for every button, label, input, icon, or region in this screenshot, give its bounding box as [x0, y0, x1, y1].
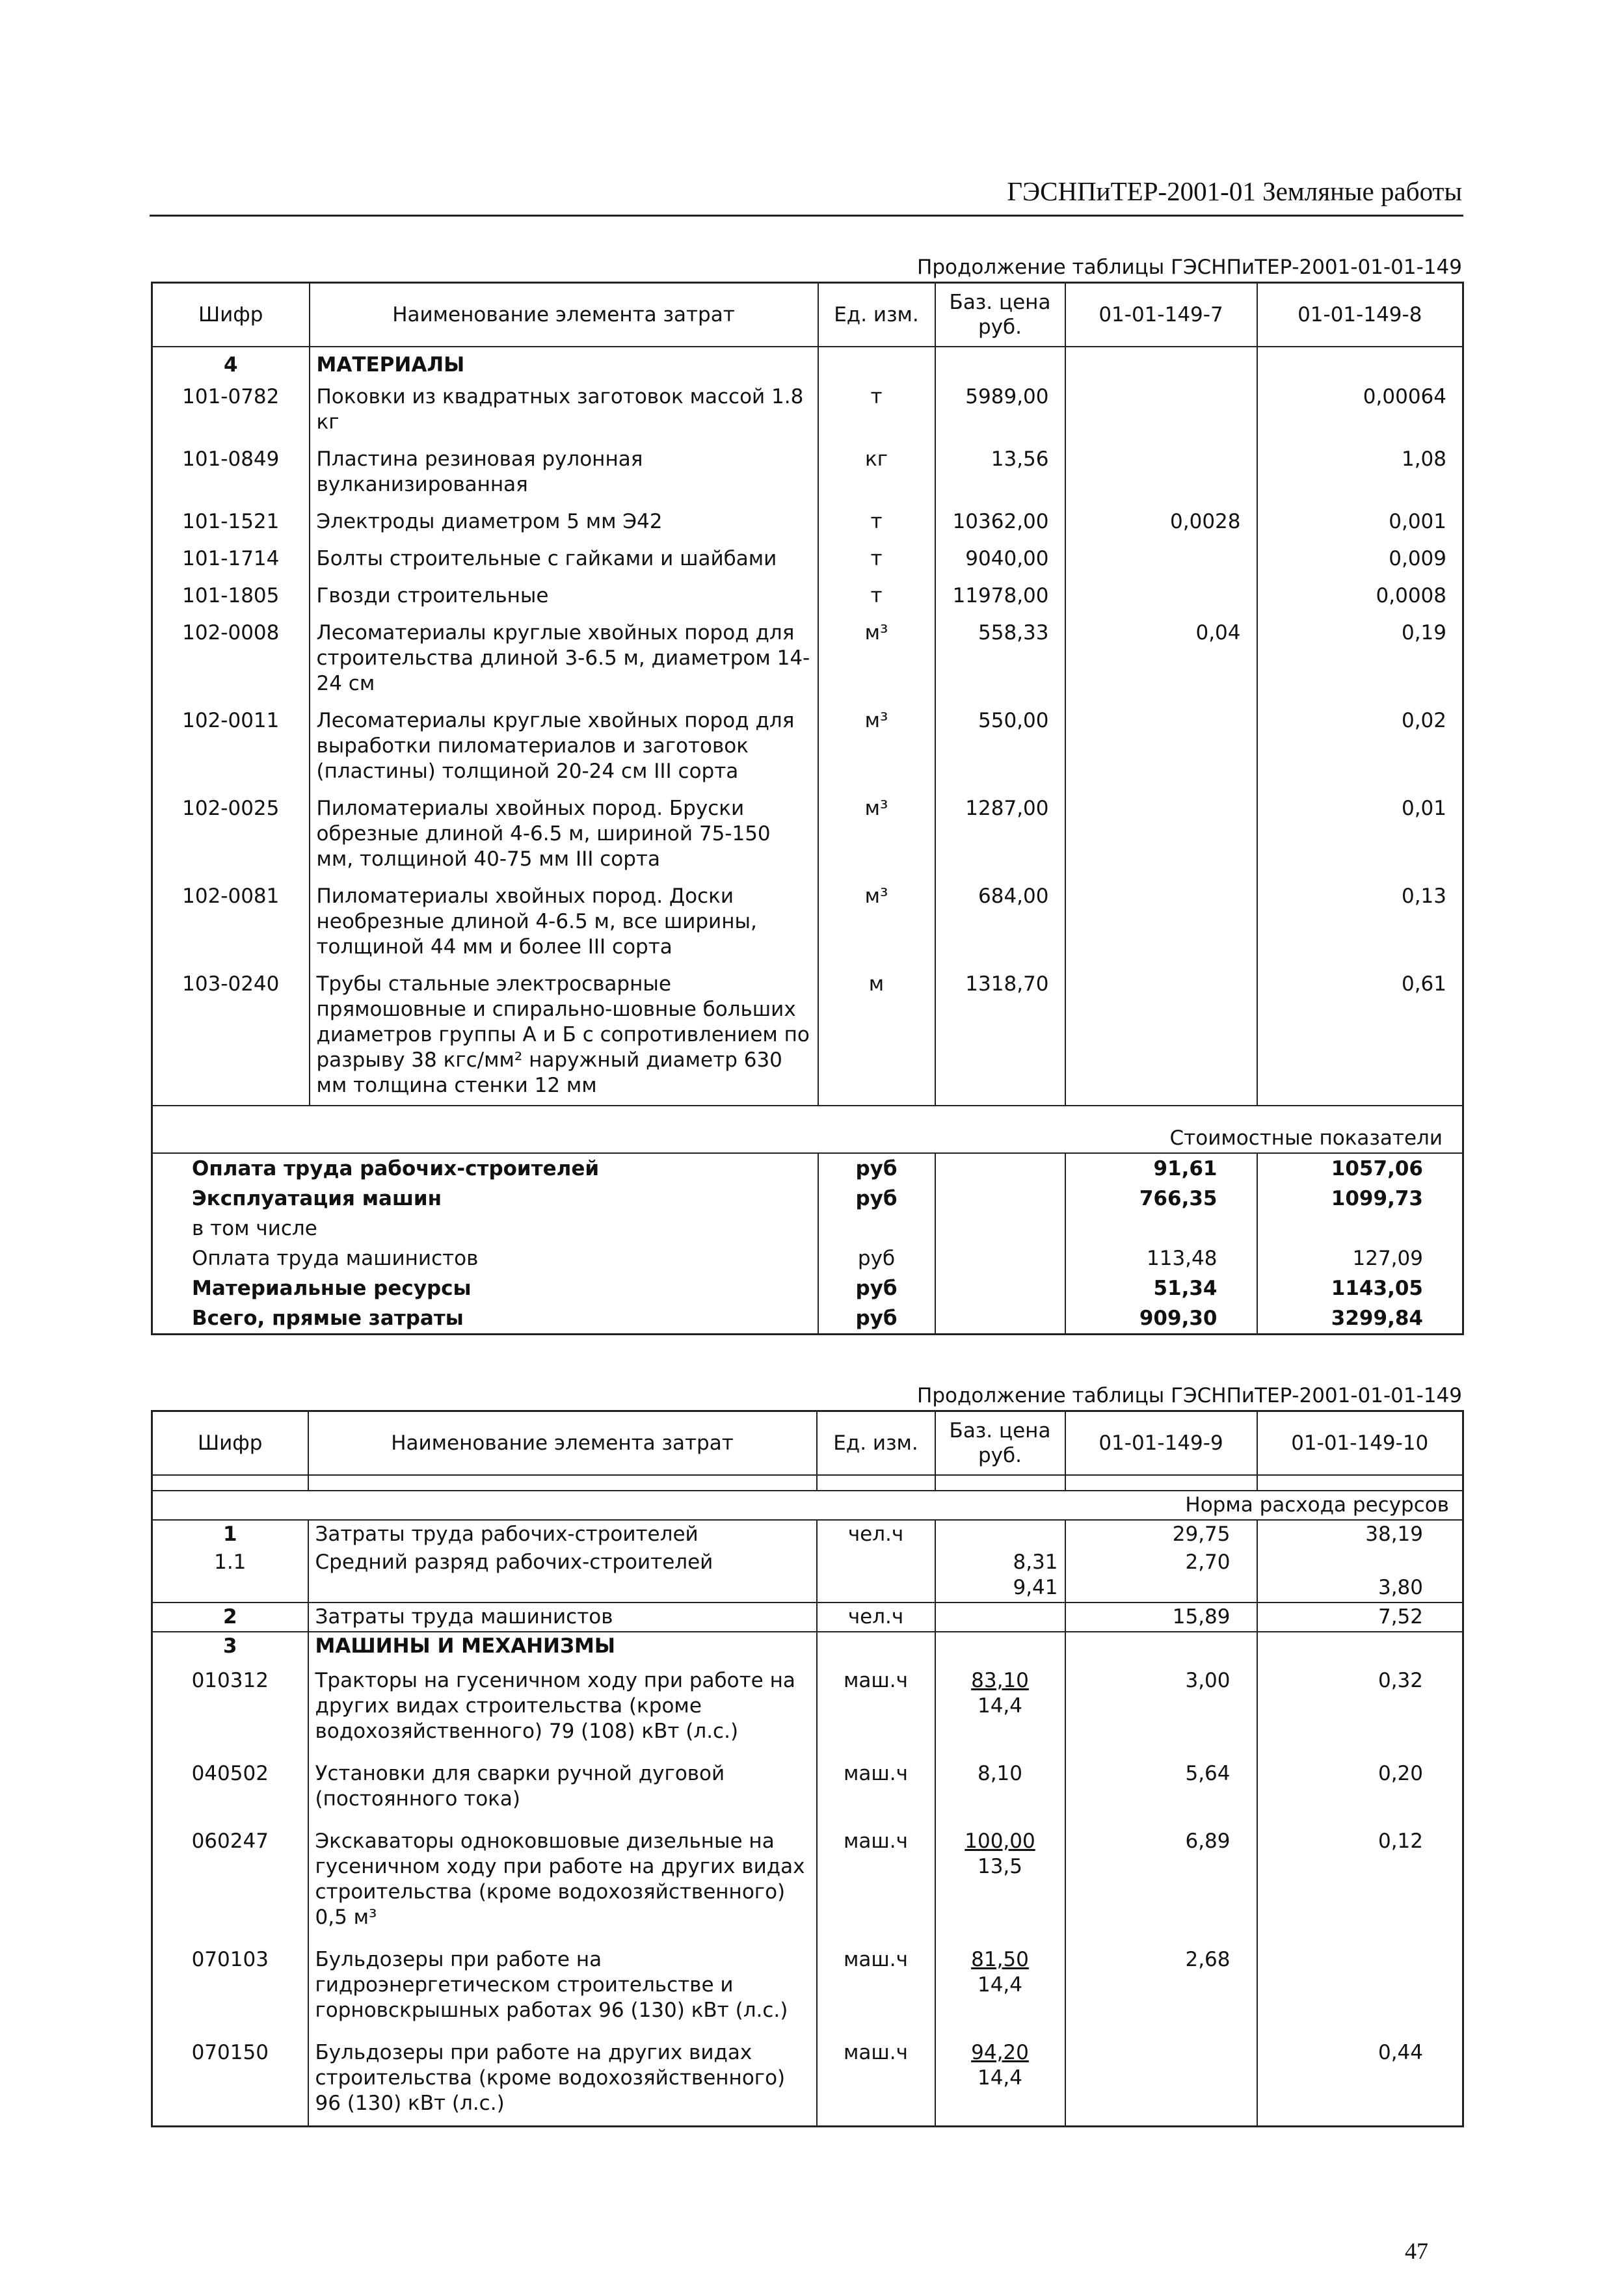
- row-name: Пиломатериалы хвойных пород. Бруски обрезные длиной 4-6.5 м, шириной 75-150 мм, толщиной 40-75 мм III сорта: [310, 791, 818, 879]
- row-unit: маш.ч: [817, 1660, 935, 1753]
- cost-empty: [935, 1184, 1065, 1214]
- section-code: 4: [152, 347, 310, 379]
- row-value-9: 15,89: [1065, 1603, 1257, 1632]
- price-divisor: 13,5: [977, 1855, 1023, 1878]
- spacer-row: [152, 1106, 1463, 1124]
- cost-value-7: 909,30: [1065, 1303, 1257, 1335]
- section-name: МАТЕРИАЛЫ: [310, 347, 818, 379]
- row-code: 1.1: [152, 1549, 308, 1603]
- row-name: Тракторы на гусеничном ходу при работе на других видах строительства (кроме водохозяйственного) 79 (108) кВт (л.с.): [308, 1660, 817, 1753]
- row-name: Бульдозеры при работе на гидроэнергетическом строительстве и горновскрышных работах 96 (130) кВт (л.с.): [308, 1939, 817, 2032]
- cost-row: [152, 1303, 1463, 1335]
- section-code: 3: [152, 1632, 308, 1660]
- row-price: 550,00: [935, 703, 1065, 791]
- col-header-name: Наименование элемента затрат: [310, 283, 818, 347]
- row-value-9: 3,00: [1065, 1660, 1257, 1753]
- row-value-7: [1065, 966, 1257, 1106]
- cost-unit: руб: [818, 1303, 935, 1335]
- row-value-9: 5,64: [1065, 1753, 1257, 1821]
- cost-row: [152, 1273, 1463, 1303]
- row-code: 101-1714: [152, 541, 310, 578]
- col-header-norm-10: 01-01-149-10: [1257, 1411, 1463, 1476]
- row-code: 060247: [152, 1821, 308, 1939]
- cost-value-8: [1257, 1214, 1463, 1244]
- cost-value-7: [1065, 1214, 1257, 1244]
- table-row: [152, 703, 1463, 791]
- table-row: [152, 578, 1463, 615]
- row-unit: т: [818, 578, 935, 615]
- cost-header: Стоимостные показатели: [152, 1124, 1463, 1153]
- row-price: [935, 1520, 1065, 1549]
- row-price: 1287,00: [935, 791, 1065, 879]
- row-value-10: 0,20: [1257, 1753, 1463, 1821]
- row-price: 1318,70: [935, 966, 1065, 1106]
- price-value: 81,50: [971, 1948, 1029, 1971]
- col-header-code: Шифр: [152, 1411, 308, 1476]
- row-price: 684,00: [935, 879, 1065, 966]
- cost-name: Оплата труда машинистов: [152, 1244, 818, 1273]
- row-unit: маш.ч: [817, 1939, 935, 2032]
- row-name: Поковки из квадратных заготовок массой 1.8 кг: [310, 379, 818, 442]
- cost-unit: руб: [818, 1153, 935, 1184]
- cost-unit: [818, 1214, 935, 1244]
- cost-empty: [935, 1214, 1065, 1244]
- row-value-9: 2,70: [1065, 1549, 1257, 1603]
- cost-name: Всего, прямые затраты: [152, 1303, 818, 1335]
- row-name: Пластина резиновая рулонная вулканизированная: [310, 442, 818, 504]
- row-price: [935, 1821, 1065, 1939]
- row-code: 101-1521: [152, 504, 310, 541]
- cost-name: Оплата труда рабочих-строителей: [152, 1153, 818, 1184]
- row-code: 102-0011: [152, 703, 310, 791]
- row-name: Трубы стальные электросварные прямошовные и спирально-шовные больших диаметров группы А и Б с сопротивлением по разрыву 38 кгс/мм² наружный диаметр 630 мм толщина стенки 12 мм: [310, 966, 818, 1106]
- section-row: [152, 1632, 1463, 1660]
- cost-row: [152, 1184, 1463, 1214]
- price-divisor: 14,4: [977, 1694, 1023, 1718]
- row-value-9: [1065, 2032, 1257, 2127]
- table-row: [152, 442, 1463, 504]
- row-value-8: 0,0008: [1257, 578, 1463, 615]
- row-code: 102-0008: [152, 615, 310, 703]
- row-code: 101-0782: [152, 379, 310, 442]
- running-header: ГЭСНПиТЕР-2001-01 Земляные работы: [1007, 176, 1462, 206]
- cost-name: в том числе: [152, 1214, 818, 1244]
- norm-header: Норма расхода ресурсов: [152, 1491, 1463, 1520]
- row-price: [935, 1660, 1065, 1753]
- cost-empty: [935, 1153, 1065, 1184]
- row-value-10: 7,52: [1257, 1603, 1463, 1632]
- row-value-7: [1065, 703, 1257, 791]
- cost-value-8: 1099,73: [1257, 1184, 1463, 1214]
- row-unit: чел.ч: [817, 1603, 935, 1632]
- col-header-unit: Ед. изм.: [818, 283, 935, 347]
- row-value-7: [1065, 791, 1257, 879]
- table-row: [152, 1821, 1463, 1939]
- cost-value-7: 51,34: [1065, 1273, 1257, 1303]
- row-value-10: 3,80: [1378, 1576, 1423, 1599]
- table-row: [152, 966, 1463, 1106]
- row-value-8: 0,01: [1257, 791, 1463, 879]
- row-unit: кг: [818, 442, 935, 504]
- price-divisor: 14,4: [977, 1973, 1023, 1997]
- row-code: 102-0081: [152, 879, 310, 966]
- row-price: [935, 1939, 1065, 2032]
- cost-row: [152, 1214, 1463, 1244]
- cost-value-8: 127,09: [1257, 1244, 1463, 1273]
- col-header-price: Баз. цена руб.: [935, 283, 1065, 347]
- row-value-10: 0,44: [1257, 2032, 1463, 2127]
- row-unit: чел.ч: [817, 1520, 935, 1549]
- price-value: 8,10: [977, 1762, 1023, 1785]
- row-code: 040502: [152, 1753, 308, 1821]
- row-unit: т: [818, 504, 935, 541]
- row-unit: маш.ч: [817, 1821, 935, 1939]
- row-price: 10362,00: [935, 504, 1065, 541]
- col-header-unit: Ед. изм.: [817, 1411, 935, 1476]
- cost-value-7: 91,61: [1065, 1153, 1257, 1184]
- row-name: Лесоматериалы круглые хвойных пород для строительства длиной 3-6.5 м, диаметром 14-24 см: [310, 615, 818, 703]
- cost-empty: [935, 1303, 1065, 1335]
- cost-row: [152, 1244, 1463, 1273]
- section-row: [152, 347, 1463, 379]
- price-value: 100,00: [965, 1829, 1035, 1853]
- row-unit: м³: [818, 791, 935, 879]
- row-price: [935, 2032, 1065, 2127]
- row-name: Электроды диаметром 5 мм Э42: [310, 504, 818, 541]
- table-row: [152, 1753, 1463, 1821]
- table2-header-row: [152, 1411, 1463, 1476]
- row-code: 2: [152, 1603, 308, 1632]
- table-row: [152, 1520, 1463, 1549]
- table2: [151, 1410, 1464, 2127]
- row-unit: маш.ч: [817, 2032, 935, 2127]
- row-value-8: 1,08: [1257, 442, 1463, 504]
- row-code: 070150: [152, 2032, 308, 2127]
- table-row: [152, 1939, 1463, 2032]
- row-price: 13,56: [935, 442, 1065, 504]
- row-value-8: 0,009: [1257, 541, 1463, 578]
- row-name: Установки для сварки ручной дуговой (постоянного тока): [308, 1753, 817, 1821]
- row-value-7: [1065, 442, 1257, 504]
- table-row: [152, 541, 1463, 578]
- row-code: 010312: [152, 1660, 308, 1753]
- table-row: [152, 791, 1463, 879]
- table-row: [152, 379, 1463, 442]
- cost-empty: [935, 1273, 1065, 1303]
- col-header-name: Наименование элемента затрат: [308, 1411, 817, 1476]
- row-price: 558,33: [935, 615, 1065, 703]
- row-name: Пиломатериалы хвойных пород. Доски необрезные длиной 4-6.5 м, все ширины, толщиной 44 мм и более III сорта: [310, 879, 818, 966]
- row-name: Гвозди строительные: [310, 578, 818, 615]
- header-rule: [150, 215, 1463, 217]
- table1: [151, 282, 1464, 1335]
- row-name: Бульдозеры при работе на других видах строительства (кроме водохозяйственного) 96 (130) кВт (л.с.): [308, 2032, 817, 2127]
- price-value: 94,20: [971, 2041, 1029, 2064]
- row-name: Затраты труда рабочих-строителей: [308, 1520, 817, 1549]
- table-row: [152, 879, 1463, 966]
- row-unit: м³: [818, 703, 935, 791]
- row-value-9: 2,68: [1065, 1939, 1257, 2032]
- row-value-8: 0,19: [1257, 615, 1463, 703]
- row-value-8: 0,13: [1257, 879, 1463, 966]
- row-code: 101-0849: [152, 442, 310, 504]
- col-header-norm-9: 01-01-149-9: [1065, 1411, 1257, 1476]
- table-row: [152, 1549, 1463, 1603]
- row-value-10: 0,12: [1257, 1821, 1463, 1939]
- row-unit: т: [818, 379, 935, 442]
- row-unit: маш.ч: [817, 1753, 935, 1821]
- cost-value-7: 113,48: [1065, 1244, 1257, 1273]
- col-header-code: Шифр: [152, 283, 310, 347]
- row-value-7: [1065, 879, 1257, 966]
- cost-empty: [935, 1244, 1065, 1273]
- row-code: 103-0240: [152, 966, 310, 1106]
- row-value-9: 29,75: [1065, 1520, 1257, 1549]
- row-code: 101-1805: [152, 578, 310, 615]
- row-value-7: [1065, 578, 1257, 615]
- row-price: 9040,00: [935, 541, 1065, 578]
- row-unit: м³: [818, 615, 935, 703]
- cost-unit: руб: [818, 1273, 935, 1303]
- row-price: 5989,00: [935, 379, 1065, 442]
- row-value-10: [1257, 1939, 1463, 2032]
- norm-header-row: [152, 1491, 1463, 1520]
- row-value-8: 0,02: [1257, 703, 1463, 791]
- cost-value-8: 1143,05: [1257, 1273, 1463, 1303]
- row-value-8: 0,00064: [1257, 379, 1463, 442]
- table1-header-row: [152, 283, 1463, 347]
- row-price: [935, 1753, 1065, 1821]
- row-value-8: 0,61: [1257, 966, 1463, 1106]
- cost-name: Материальные ресурсы: [152, 1273, 818, 1303]
- row-value-10: 0,32: [1257, 1660, 1463, 1753]
- row-name: Затраты труда машинистов: [308, 1603, 817, 1632]
- row-price-b: 9,41: [1013, 1576, 1058, 1599]
- row-value-7: [1065, 541, 1257, 578]
- cost-name: Эксплуатация машин: [152, 1184, 818, 1214]
- row-value-8: 0,001: [1257, 504, 1463, 541]
- cost-unit: руб: [818, 1184, 935, 1214]
- row-code: 070103: [152, 1939, 308, 2032]
- table-row: [152, 1603, 1463, 1632]
- col-header-norm-8: 01-01-149-8: [1257, 283, 1463, 347]
- row-name: Болты строительные с гайками и шайбами: [310, 541, 818, 578]
- table-row: [152, 504, 1463, 541]
- row-value-9: 6,89: [1065, 1821, 1257, 1939]
- cost-header-row: [152, 1124, 1463, 1153]
- cost-unit: руб: [818, 1244, 935, 1273]
- section-name: МАШИНЫ И МЕХАНИЗМЫ: [308, 1632, 817, 1660]
- cost-value-8: 3299,84: [1257, 1303, 1463, 1335]
- col-header-norm-7: 01-01-149-7: [1065, 283, 1257, 347]
- row-value-10: 38,19: [1257, 1520, 1463, 1549]
- row-value-7: 0,04: [1065, 615, 1257, 703]
- row-code: 102-0025: [152, 791, 310, 879]
- table2-continuation: Продолжение таблицы ГЭСНПиТЕР-2001-01-01-149: [917, 1384, 1462, 1407]
- col-header-price: Баз. цена руб.: [935, 1411, 1065, 1476]
- row-unit: м: [818, 966, 935, 1106]
- cost-value-8: 1057,06: [1257, 1153, 1463, 1184]
- cost-value-7: 766,35: [1065, 1184, 1257, 1214]
- row-code: 1: [152, 1520, 308, 1549]
- row-price-a: 8,31: [1013, 1550, 1058, 1574]
- row-unit: т: [818, 541, 935, 578]
- row-price: 11978,00: [935, 578, 1065, 615]
- table-row: [152, 615, 1463, 703]
- row-value-7: [1065, 379, 1257, 442]
- row-name: Экскаваторы одноковшовые дизельные на гусеничном ходу при работе на других видах строительства (кроме водохозяйственного) 0,5 м³: [308, 1821, 817, 1939]
- table-row: [152, 2032, 1463, 2127]
- table1-continuation: Продолжение таблицы ГЭСНПиТЕР-2001-01-01-149: [917, 256, 1462, 279]
- row-name: Лесоматериалы круглые хвойных пород для выработки пиломатериалов и заготовок (пластины) толщиной 20-24 см III сорта: [310, 703, 818, 791]
- price-value: 83,10: [971, 1669, 1029, 1692]
- price-divisor: 14,4: [977, 2066, 1023, 2090]
- table-row: [152, 1660, 1463, 1753]
- row-name: Средний разряд рабочих-строителей: [308, 1549, 817, 1603]
- cost-row: [152, 1153, 1463, 1184]
- page-number: 47: [1405, 2238, 1428, 2264]
- row-unit: м³: [818, 879, 935, 966]
- row-value-7: 0,0028: [1065, 504, 1257, 541]
